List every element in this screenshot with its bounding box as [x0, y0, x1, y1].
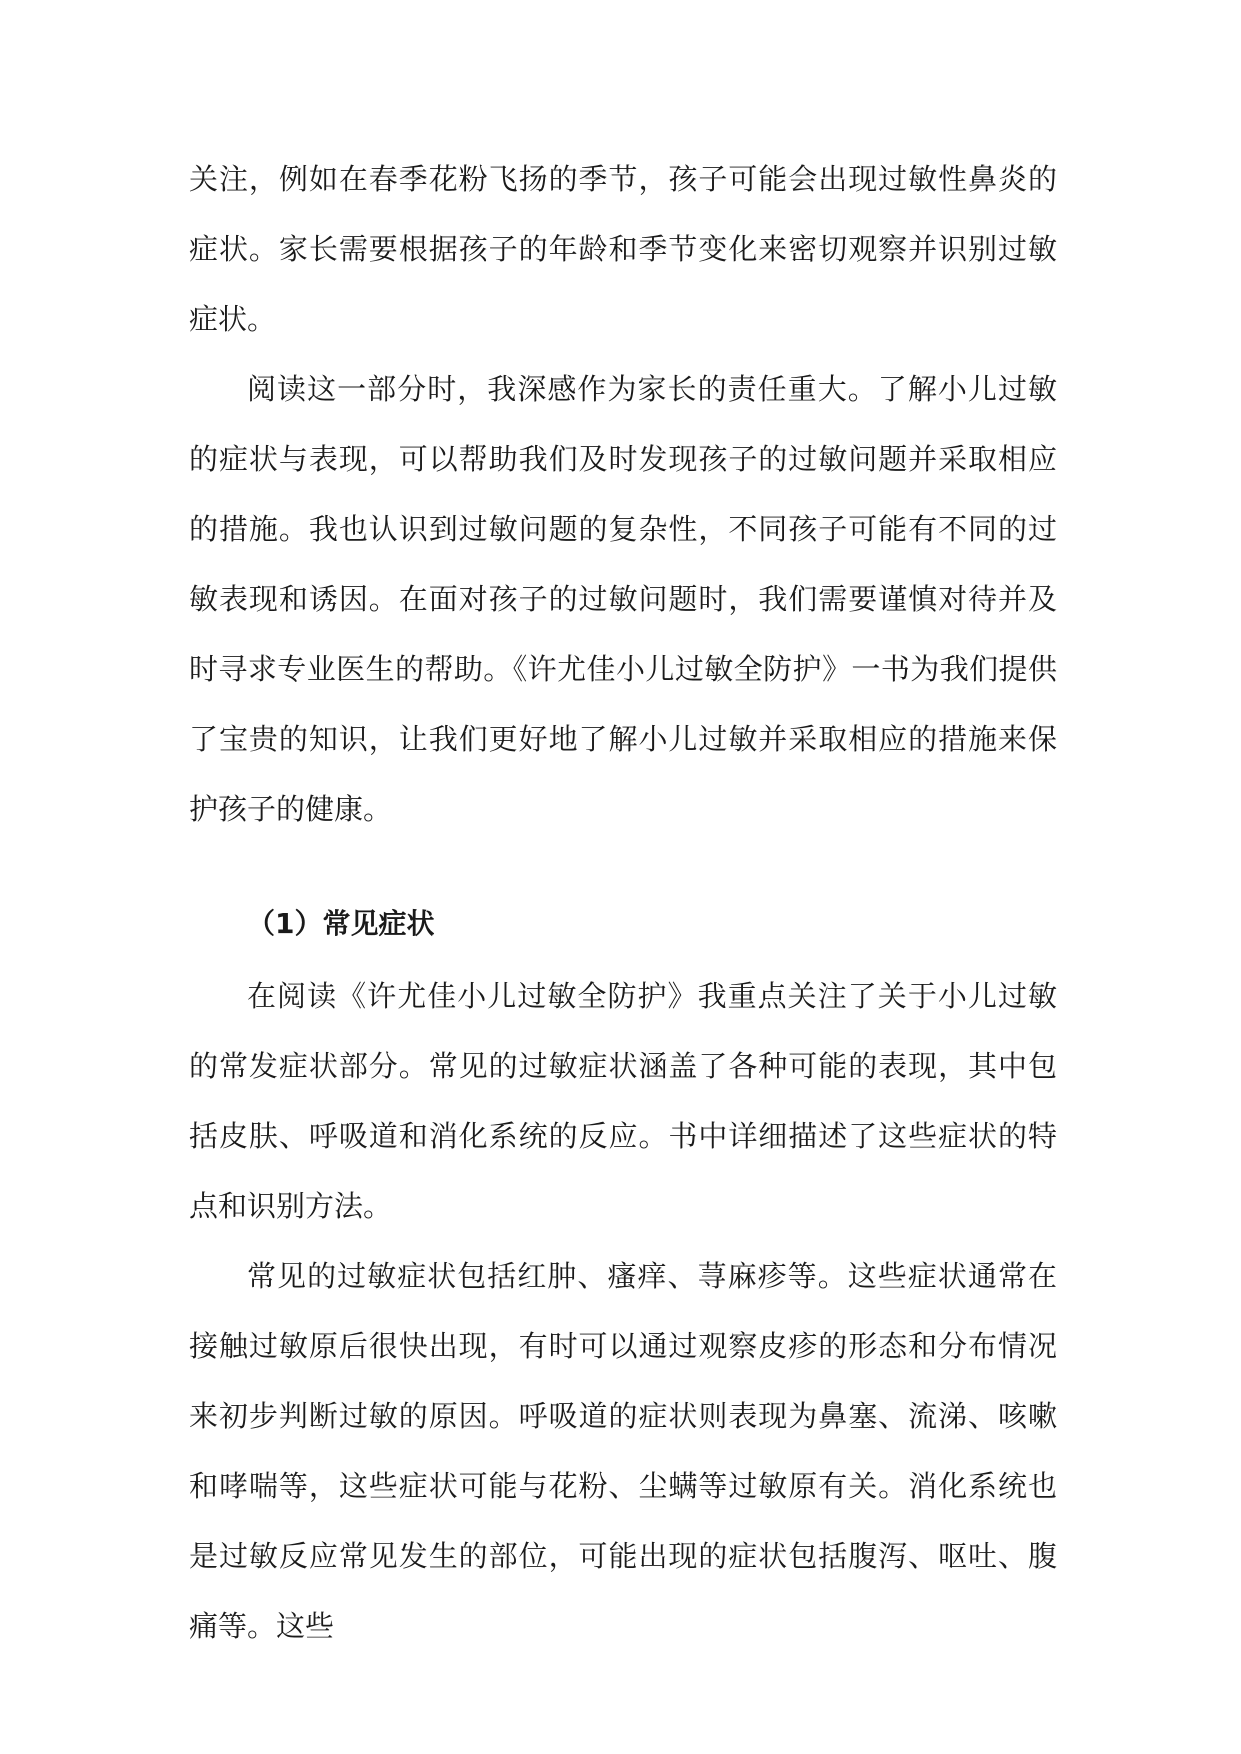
section-heading: （1）常见症状	[247, 907, 435, 940]
paragraph-common-symptoms-detail: 常见的过敏症状包括红肿、瘙痒、荨麻疹等。这些症状通常在接触过敏原后很快出现，有时可以通过观察皮疹的形态和分布情况来初步判断过敏的原因。呼吸道的症状则表现为鼻塞、流涕、咳嗽和哮喘等，这些症状可能与花粉、尘螨等过敏原有关。消化系统也是过敏反应常见发生的部位，可能出现的症状包括腹泻、呕吐、腹痛等。这些	[189, 1259, 1057, 1643]
paragraph-reflection: 阅读这一部分时，我深感作为家长的责任重大。了解小儿过敏的症状与表现，可以帮助我们及时发现孩子的过敏问题并采取相应的措施。我也认识到过敏问题的复杂性，不同孩子可能有不同的过敏表现和诱因。在面对孩子的过敏问题时，我们需要谨慎对待并及时寻求专业医生的帮助。《许尤佳小儿过敏全防护》一书为我们提供了宝贵的知识，让我们更好地了解小儿过敏并采取相应的措施来保护孩子的健康。	[189, 372, 1057, 826]
section-spacer	[189, 844, 1057, 889]
document-body	[189, 144, 1057, 1661]
paragraph-common-symptoms-intro: 在阅读《许尤佳小儿过敏全防护》我重点关注了关于小儿过敏的常发症状部分。常见的过敏症状涵盖了各种可能的表现，其中包括皮肤、呼吸道和消化系统的反应。书中详细描述了这些症状的特点和识别方法。	[189, 979, 1057, 1223]
paragraph-continuation: 关注，例如在春季花粉飞扬的季节，孩子可能会出现过敏性鼻炎的症状。家长需要根据孩子的年龄和季节变化来密切观察并识别过敏症状。	[189, 162, 1057, 336]
